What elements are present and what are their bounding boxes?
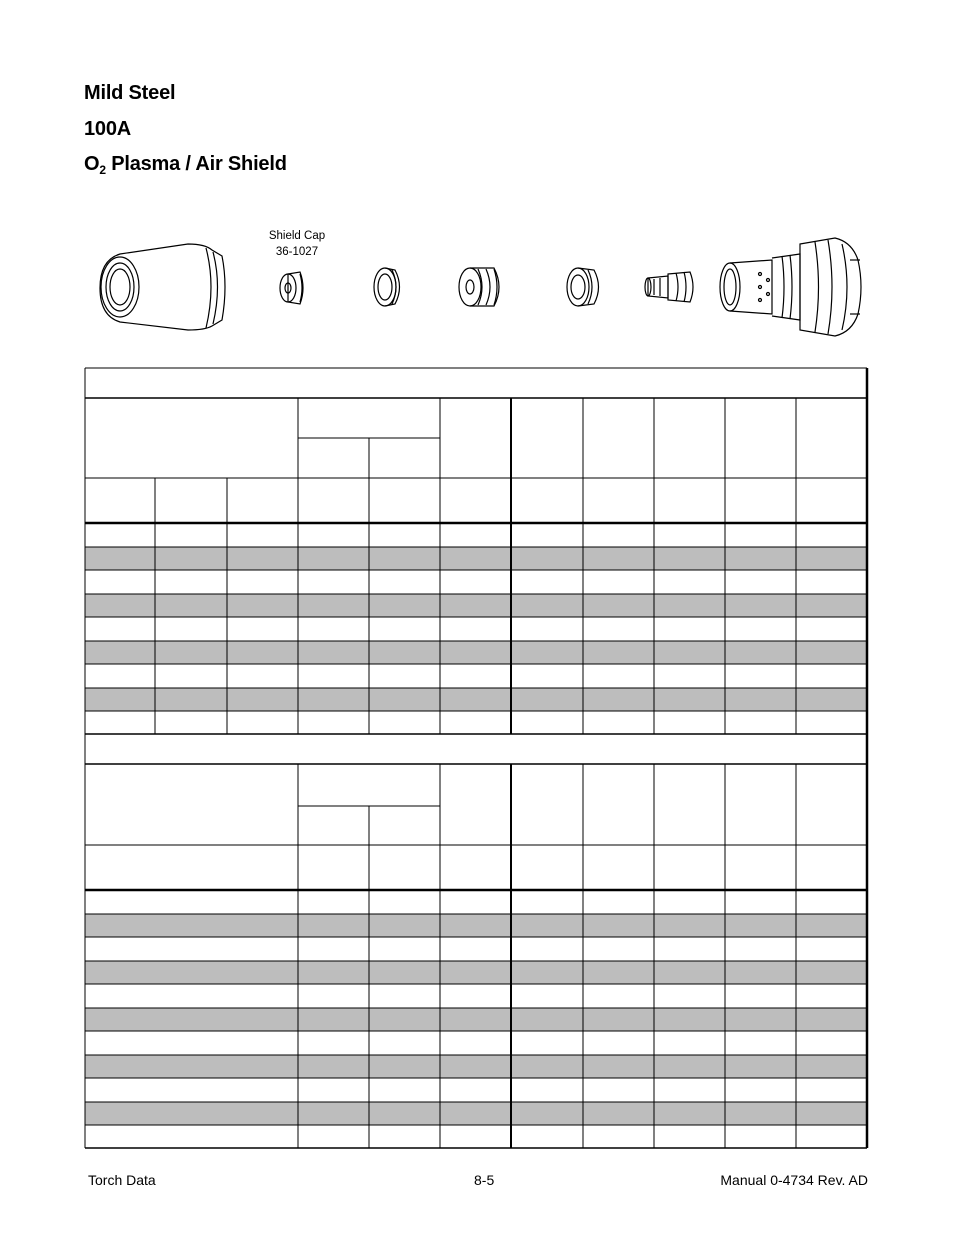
shaded-rows-lower — [85, 914, 867, 1125]
heading-gas-text: Plasma / Air Shield — [105, 153, 287, 175]
shield-cap-label: Shield Cap — [268, 230, 326, 242]
footer-section-name: Torch Data — [88, 1172, 156, 1188]
shield-cap-part-number: 36-1027 — [275, 246, 319, 258]
heading-material: Mild Steel — [84, 82, 176, 104]
footer-manual-number: Manual 0-4734 Rev. AD — [720, 1172, 868, 1188]
heading-amperage: 100A — [84, 118, 132, 140]
shaded-rows-upper — [85, 547, 867, 711]
footer-page-number: 8-5 — [474, 1172, 495, 1188]
heading-gas-symbol: O — [84, 153, 100, 175]
heading-gas-subscript: 2 — [99, 163, 106, 177]
